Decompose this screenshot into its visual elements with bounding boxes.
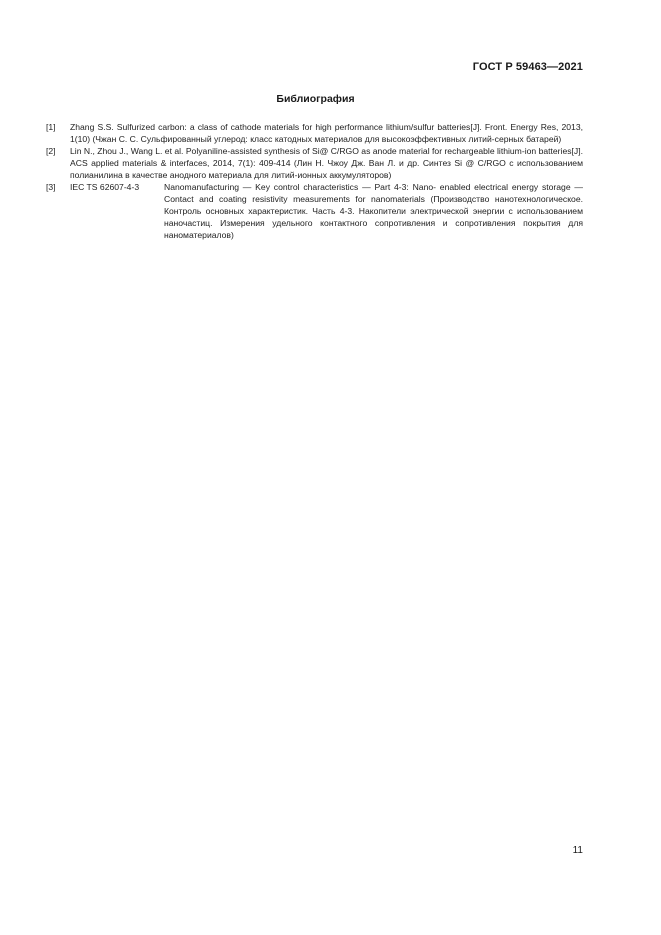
entry-text: Zhang S.S. Sulfurized carbon: a class of cathode materials for high performance lithium/sulfur batteries[J]. Front. Energy Res, 2013, 1(10) (Чжан С. С. Сульфированный углерод: класс катодных материалов для высокоэффективных литий-серных батарей) bbox=[70, 122, 583, 144]
bibliography-entry bbox=[46, 145, 583, 181]
entry-number: [1] bbox=[46, 122, 56, 132]
entry-text: Lin N., Zhou J., Wang L. et al. Polyaniline-assisted synthesis of Si@ C/RGO as anode material for rechargeable lithium-ion batteries[J]. ACS applied materials & interfaces, 2014, 7(1): 409-414 (Лин Н. Чжоу Дж. Ван Л. и др. Синтез Si @ C/RGO с использованием полианилина в качестве анодного материала для литий-ионных аккумуляторов) bbox=[70, 146, 583, 180]
bibliography-entry bbox=[46, 181, 583, 241]
page-number: 11 bbox=[572, 845, 583, 856]
bibliography-entry bbox=[46, 121, 583, 145]
bibliography-list bbox=[46, 121, 583, 241]
section-title: Библиография bbox=[276, 93, 355, 105]
standard-code: IEC TS 62607-4-3 bbox=[70, 182, 140, 192]
entry-number: [2] bbox=[46, 146, 56, 156]
entry-text: Nanomanufacturing — Key control characteristics — Part 4-3: Nano- enabled electrical energy storage — Contact and coating resistivity measurements for nanomaterials (Производство нанотехнологическое. Контроль основных характеристик. Часть 4-3. Накопители электрической энергии с использованием наночастиц. Измерения удельного контактного сопротивления и сопротивления покрытия для наноматериалов) bbox=[164, 182, 583, 240]
entry-number: [3] bbox=[46, 182, 56, 192]
standard-number: ГОСТ Р 59463—2021 bbox=[472, 61, 583, 73]
